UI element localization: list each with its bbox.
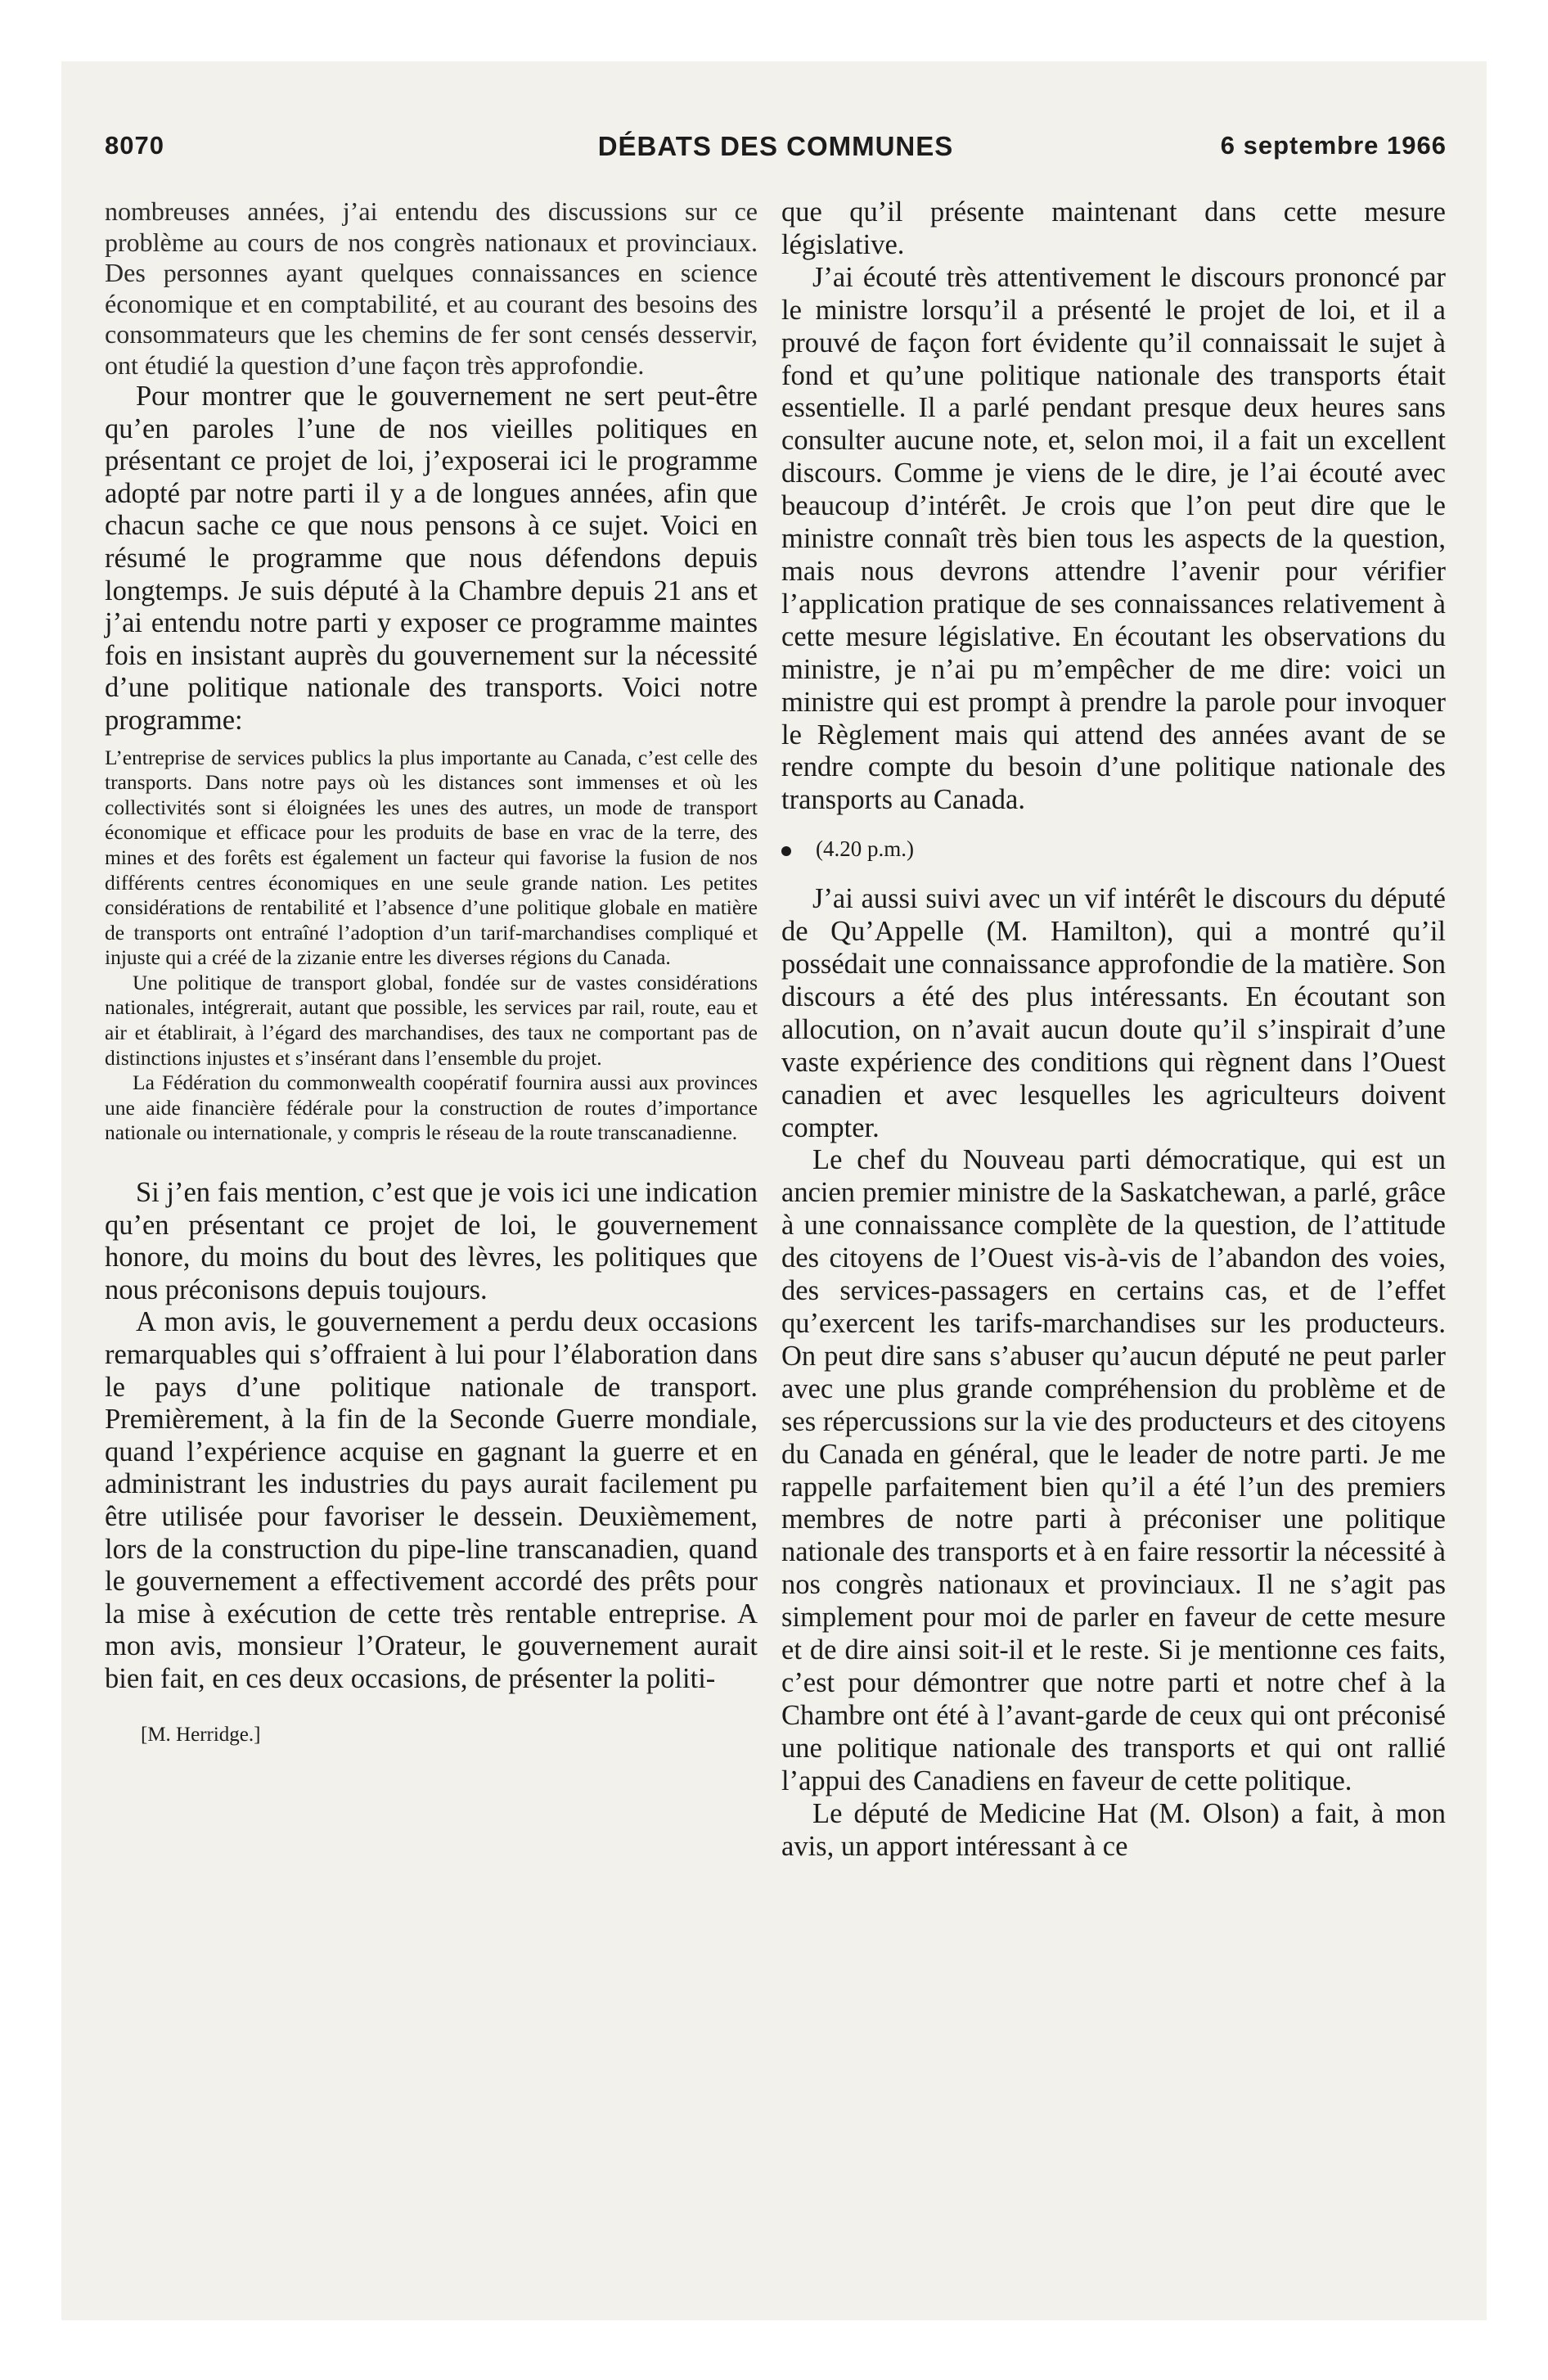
left-paragraph-program: Pour montrer que le gouvernement ne sert peut-être qu’en paroles l’une de nos vieilles politiques en présentant ce projet de loi, j’exposerai ici le programme adopté par notre parti il y a de longues années, afin que chacun sache ce que nous pensons à ce sujet. Voici en résumé le programme que nous défendons depuis longtemps. Je suis député à la Chambre depuis 21 ans et j’ai entendu notre parti y exposer ce programme maintes fois en insistant auprès du gouvernement sur la nécessité d’une politique nationale des transports. Voici notre programme: — [105, 381, 758, 736]
right-paragraph-ndp-leader: Le chef du Nouveau parti démocratique, qui est un ancien premier ministre de la Saskatchewan, a parlé, grâce à une connaissance complète de la question, de l’attitude des citoyens de l’Ouest vis-à-vis de l’abandon des voies, des services-passagers en certains cas, et de l’effet qu’exercent les tarifs-marchandises sur les producteurs. On peut dire sans s’abuser qu’aucun député ne peut parler avec une plus grande compréhension du problème et de ses répercussions sur la vie des producteurs et des citoyens du Canada en général, que le leader de notre parti. Je me rappelle parfaitement bien qu’il a été l’un des premiers membres de notre parti à préconiser une politique nationale des transports et à en faire ressortir la nécessité à nos congrès nationaux et provinciaux. Il ne s’agit pas simplement pour moi de parler en faveur de cette mesure et de dire ainsi soit-il et le reste. Si je mentionne ces faits, c’est pour démontrer que notre parti et notre chef à la Chambre ont été à l’avant-garde de ceux qui ont préconisé une politique nationale des transports et qui ont rallié l’appui des Canadiens en faveur de cette politique. — [781, 1144, 1446, 1796]
time-marker-text: (4.20 p.m.) — [816, 836, 914, 862]
page-number: 8070 — [105, 131, 164, 160]
left-column — [105, 196, 758, 1747]
sitting-date: 6 septembre 1966 — [1220, 131, 1447, 160]
bullet-icon — [781, 846, 791, 856]
right-paragraph-minister: J’ai écouté très attentivement le discours prononcé par le ministre lorsqu’il a présenté le projet de loi, et il a prouvé de façon fort évidente qu’il connaissait le sujet à fond et qu’une politique nationale des transports était essentielle. Il a parlé pendant presque deux heures sans consulter aucune note, et, selon moi, il a fait un excellent discours. Comme je viens de le dire, je l’ai écouté avec beaucoup d’intérêt. Je crois que l’on peut dire que le ministre connaît très bien tous les aspects de la question, mais nous devrons attendre l’avenir pour vérifier l’application pratique de ses connaissances relativement à cette mesure législative. En écoutant les observations du ministre, je n’ai pu m’empêcher de me dire: voici un ministre qui est prompt à prendre la parole pour invoquer le Règlement mais qui attend des années avant de se rendre compte du besoin d’une politique nationale des transports au Canada. — [781, 261, 1446, 816]
right-paragraph-quappelle: J’ai aussi suivi avec un vif intérêt le discours du député de Qu’Appelle (M. Hamilton), qui a montré qu’il possédait une connaissance approfondie de la matière. Son discours a été des plus intéressants. En écoutant son allocution, on n’avait aucun doute qu’il s’inspirait d’une vaste expérience des conditions qui règnent dans l’Ouest canadien et avec lesquelles les agriculteurs doivent compter. — [781, 883, 1446, 1143]
quoted-program — [105, 746, 758, 1147]
publication-title: DÉBATS DES COMMUNES — [597, 131, 954, 161]
quote-paragraph-3: La Fédération du commonwealth coopératif fournira aussi aux provinces une aide financière fédérale pour la construction de routes d’importance nationale ou internationale, y compris le réseau de la route transcanadienne. — [105, 1071, 758, 1145]
left-intro-paragraph: nombreuses années, j’ai entendu des discussions sur ce problème au cours de nos congrès nationaux et provinciaux. Des personnes ayant quelques connaissances en science économique et en comptabilité, et au courant des besoins des consommateurs que les chemins de fer sont censés desservir, ont étudié la question d’une façon très approfondie. — [105, 196, 758, 380]
left-paragraph-occasions: A mon avis, le gouvernement a perdu deux occasions remarquables qui s’offraient à lui pour l’élaboration dans le pays d’une politique nationale de transport. Premièrement, à la fin de la Seconde Guerre mondiale, quand l’expérience acquise en gagnant la guerre et en administrant les industries du pays aurait facilement pu être utilisée pour favoriser le dessein. Deuxièmement, lors de la construction du pipe-line transcanadien, quand le gouvernement a effectivement accordé des prêts pour la mise à exécution de cette très rentable entreprise. A mon avis, monsieur l’Orateur, le gouvernement aurait bien fait, en ces deux occasions, de présenter la politi- — [105, 1306, 758, 1694]
right-column — [781, 196, 1446, 1863]
right-intro-paragraph: que qu’il présente maintenant dans cette mesure législative. — [781, 196, 1446, 260]
quote-paragraph-2: Une politique de transport global, fondée sur de vastes considérations nationales, intégrerait, autant que possible, les services par rail, route, eau et air et établirait, à l’égard des marchandises, des taux ne comportant pas de distinctions injustes et s’insérant dans l’ensemble du projet. — [105, 970, 758, 1070]
left-paragraph-mention: Si j’en fais mention, c’est que je vois ici une indication qu’en présentant ce projet de loi, le gouvernement honore, du moins du bout des lèvres, les politiques que nous préconisons depuis toujours. — [105, 1177, 758, 1305]
page-header — [105, 131, 1447, 172]
time-marker — [781, 836, 1446, 862]
right-paragraph-medicine-hat: Le député de Medicine Hat (M. Olson) a fait, à mon avis, un apport intéressant à ce — [781, 1797, 1446, 1862]
quote-paragraph-1: L’entreprise de services publics la plus importante au Canada, c’est celle des transports. Dans notre pays où les distances sont immenses et où les collectivités sont si éloignées les unes des autres, un mode de transport économique et efficace pour les produits de base en vrac de la terre, des mines et des forêts est également un facteur qui favorise la fusion de nos différents centres économiques en une seule grande nation. Les petites considérations de rentabilité et l’absence d’une politique globale en matière de transports ont entraîné l’adoption d’un tarif-marchandises compliqué et injuste qui a créé de la zizanie entre les diverses régions du Canada. — [105, 745, 758, 970]
speaker-signature: [M. Herridge.] — [141, 1723, 261, 1746]
